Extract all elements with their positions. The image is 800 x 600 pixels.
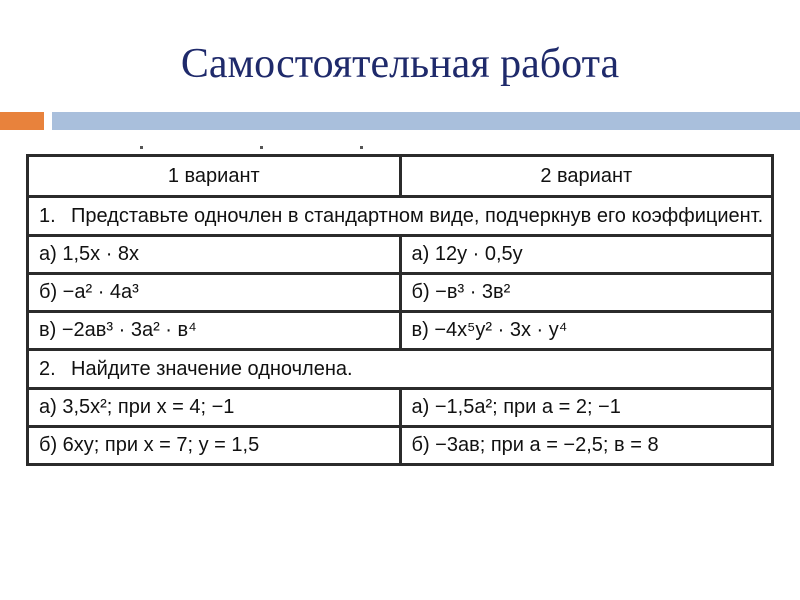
table-cell: в) −2ав³ · 3а² · в⁴ [28,312,401,350]
accent-bar-blue [52,112,800,130]
table-cell: б) −а² · 4а³ [28,274,401,312]
task-table [26,154,774,466]
table-cell: б) −3ав; при а = −2,5; в = 8 [400,427,773,465]
task-2-text: Найдите значение одночлена. [71,358,353,380]
table-cell: б) 6ху; при х = 7; у = 1,5 [28,427,401,465]
table-cell: а) 1,5х · 8х [28,236,401,274]
slide-title: Самостоятельная работа [180,41,620,87]
task-1-number: 1. [39,205,56,227]
table-cell: а) 3,5х²; при х = 4; −1 [28,389,401,427]
task-1-row [28,197,773,236]
header-variant-2: 2 вариант [400,156,773,197]
task-2-number: 2. [39,358,56,380]
table-cell: б) −в³ · 3в² [400,274,773,312]
task-1-text: Представьте одночлен в стандартном виде, подчеркнув его коэффициент. [71,205,764,227]
table-cell: в) −4х⁵у² · 3х · у⁴ [400,312,773,350]
accent-bar-orange [0,112,44,130]
table-cell: а) 12у · 0,5у [400,236,773,274]
task-2-row [28,350,773,389]
header-variant-1: 1 вариант [28,156,401,197]
table-cell: а) −1,5а²; при а = 2; −1 [400,389,773,427]
decorative-dots [140,146,380,152]
